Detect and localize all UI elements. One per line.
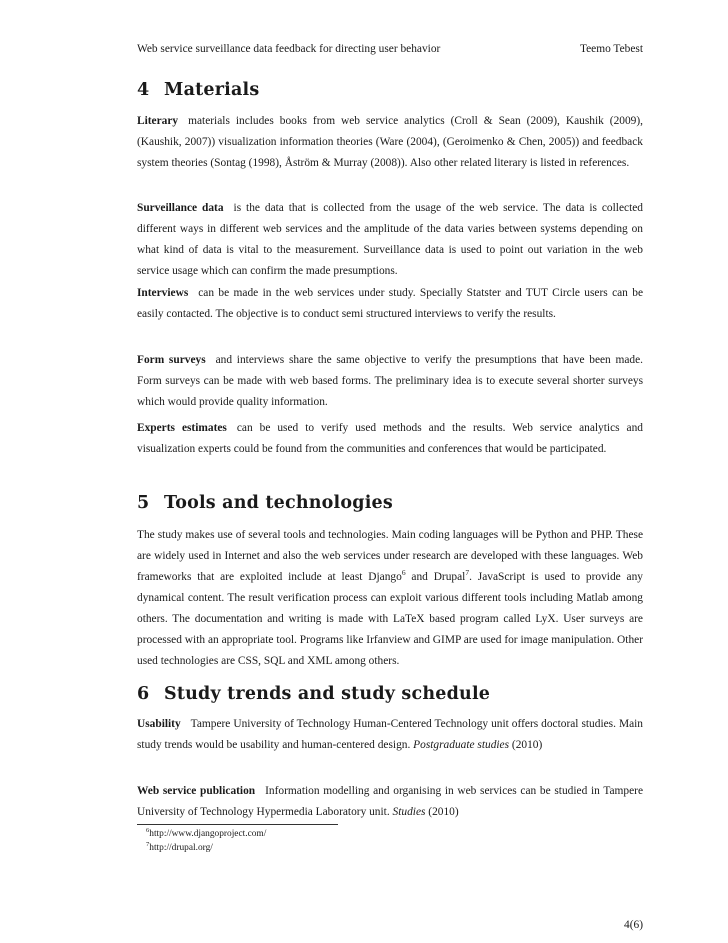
- section-number: 4: [137, 80, 150, 100]
- paragraph-text: materials includes books from web service analytics (Croll & Sean (2009), Kaushik (2009), (Kaushik, 2007)) visualization information theories (Ware (2004), (Geroimenko & Chen, 2005)) and feedback system theories (Sontag (1998), Åström & Murray (2008)). Also other related literary is listed in references.: [137, 115, 643, 169]
- paragraph-lead: Interviews: [137, 287, 189, 299]
- paragraph-surveillance-data: [137, 198, 643, 282]
- header-author: Teemo Tebest: [579, 43, 643, 55]
- paragraph-lead: Literary: [137, 115, 179, 127]
- section-title: Materials: [164, 80, 260, 100]
- paragraph-text: . JavaScript is used to provide any dynamical content. The result verification process can exploit various different tools including Matlab among others. The documentation and writing is made with LaTeX based program called LyX. User surveys are processed with an appropriate tool. Programs like Irfanview and GIMP are used for image manipulation. Other used technologies are CSS, SQL and XML among others.: [137, 571, 643, 667]
- page-number: 4(6): [624, 919, 643, 931]
- citation-year: (2010): [425, 806, 459, 818]
- section-heading-study-trends: [137, 684, 490, 704]
- footnote-link[interactable]: http://www.djangoproject.com/: [149, 829, 267, 839]
- paragraph-text: can be used to verify used methods and the results. Web service analytics and visualization experts could be found from the communities and conferences that would be participated.: [137, 422, 643, 455]
- paragraph-text: The study makes use of several tools and technologies. Main coding languages will be Python and PHP. These are widely used in Internet and also the web services under research are developed with these languages. Web frameworks that are exploited include at least Django: [137, 529, 643, 583]
- footnote-link[interactable]: http://drupal.org/: [149, 843, 213, 853]
- footnote-ref: 7: [465, 568, 470, 578]
- citation-title: Studies: [392, 806, 426, 818]
- citation-title: Postgraduate studies: [413, 739, 510, 751]
- paragraph-text: Tampere University of Technology Human-Centered Technology unit offers doctoral studies. Main study trends would be usability and human-centered design.: [137, 718, 643, 751]
- paragraph-lead: Usability: [137, 718, 181, 730]
- section-heading-tools: [137, 493, 393, 513]
- paragraph-lead: Experts estimates: [137, 422, 227, 434]
- section-number: 5: [137, 493, 150, 513]
- section-title: Tools and technologies: [164, 493, 393, 513]
- section-number: 6: [137, 684, 150, 704]
- footnote-mark: 6: [146, 826, 150, 834]
- paragraph-lead: Surveillance data: [137, 202, 224, 214]
- paragraph-interviews: [137, 283, 643, 325]
- section-heading-materials: [137, 80, 259, 100]
- footnote: [146, 842, 213, 855]
- paragraph-form-surveys: [137, 350, 643, 413]
- footnote-ref: 6: [401, 568, 406, 578]
- paragraph-text: Information modelling and organising in web services can be studied in Tampere University of Technology Hypermedia Laboratory unit.: [137, 785, 644, 818]
- paragraph-web-service-publication: [137, 781, 643, 823]
- paragraph-experts-estimates: [137, 418, 643, 460]
- paragraph-literary: [137, 111, 643, 174]
- paragraph-text: can be made in the web services under study. Specially Statster and TUT Circle users can be easily contacted. The objective is to conduct semi structured interviews to verify the results.: [137, 287, 643, 320]
- page: [137, 0, 643, 943]
- paragraph-text: is the data that is collected from the usage of the web service. The data is collected different ways in different web services and the amplitude of the data varies between systems depending on what kind of data is vital to the measurement. Surveillance data is used to point out variation in the web service usage which can confirm the made presumptions.: [137, 202, 643, 277]
- paragraph-usability: [137, 714, 643, 756]
- section-title: Study trends and study schedule: [164, 684, 491, 704]
- footnote-rule: [137, 824, 338, 825]
- paragraph-tools-body: [137, 525, 643, 672]
- paragraph-text: and interviews share the same objective to verify the presumptions that have been made. Form surveys can be made with web based forms. The preliminary idea is to execute several shorter surveys which would provide quality information.: [137, 354, 643, 408]
- paragraph-lead: Form surveys: [137, 354, 206, 366]
- paragraph-lead: Web service publication: [137, 785, 256, 797]
- footnote: [146, 828, 266, 841]
- paragraph-text: and Drupal: [405, 571, 466, 583]
- header-title: Web service surveillance data feedback for directing user behavior: [137, 43, 441, 55]
- running-header: [137, 43, 643, 55]
- citation-year: (2010): [509, 739, 543, 751]
- footnote-mark: 7: [146, 840, 150, 848]
